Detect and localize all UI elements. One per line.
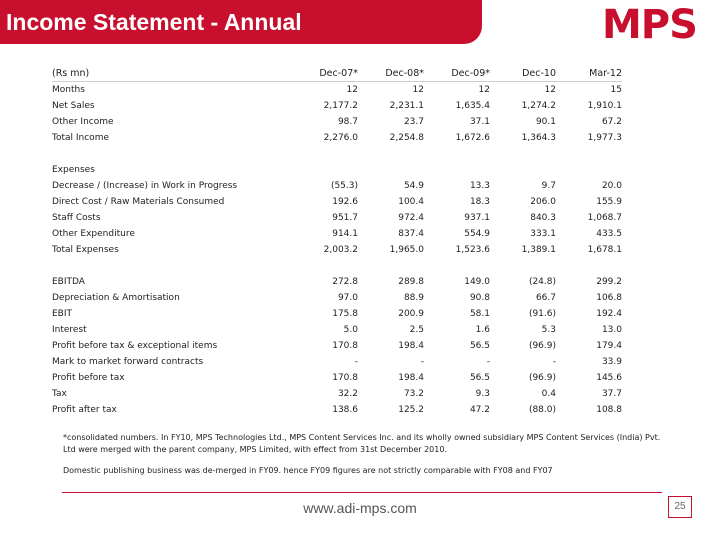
cell-value: 1,523.6	[455, 245, 490, 255]
row-label: Other Income	[52, 117, 114, 127]
cell-value: 972.4	[398, 213, 424, 223]
cell-value	[358, 162, 424, 178]
cell-value: 333.1	[530, 229, 556, 239]
row-label	[52, 258, 292, 274]
page-title: Income Statement - Annual	[6, 9, 302, 35]
cell-value: -	[420, 357, 424, 367]
cell-value: 125.2	[398, 405, 424, 415]
cell-value: 100.4	[398, 197, 424, 207]
cell-value: 198.4	[398, 341, 424, 351]
table-row	[52, 370, 622, 386]
cell-value	[358, 146, 424, 162]
cell-value: 200.9	[398, 309, 424, 319]
cell-value: 272.8	[332, 277, 358, 287]
row-label: Mark to market forward contracts	[52, 357, 204, 367]
cell-value	[556, 146, 622, 162]
unit-label: (Rs mn)	[52, 65, 292, 82]
table-row	[52, 338, 622, 354]
cell-value	[292, 146, 358, 162]
cell-value: 12	[544, 85, 556, 95]
cell-value: 1,389.1	[521, 245, 556, 255]
row-label: Profit after tax	[52, 405, 117, 415]
mps-logo: MPS	[602, 2, 697, 48]
cell-value: 2,254.8	[389, 133, 424, 143]
cell-value: 9.3	[475, 389, 490, 399]
cell-value	[556, 258, 622, 274]
footnotes	[63, 432, 663, 477]
cell-value: 433.5	[596, 229, 622, 239]
cell-value	[556, 162, 622, 178]
cell-value: 90.8	[469, 293, 490, 303]
row-label: Total Income	[52, 133, 109, 143]
cell-value: 554.9	[464, 229, 490, 239]
cell-value: 66.7	[535, 293, 556, 303]
cell-value: 1,274.2	[521, 101, 556, 111]
cell-value: 13.3	[469, 181, 490, 191]
website-url: www.adi-mps.com	[303, 500, 417, 516]
cell-value: 12	[346, 85, 358, 95]
cell-value: 106.8	[596, 293, 622, 303]
cell-value: 1,910.1	[587, 101, 622, 111]
cell-value: 18.3	[469, 197, 490, 207]
row-label: Decrease / (Increase) in Work in Progress	[52, 181, 238, 191]
cell-value: 2,003.2	[323, 245, 358, 255]
row-label: Profit before tax & exceptional items	[52, 341, 218, 351]
cell-value: 192.4	[596, 309, 622, 319]
cell-value: 1,364.3	[521, 133, 556, 143]
column-header: Dec-10	[490, 65, 556, 82]
row-label: Interest	[52, 325, 87, 335]
row-label: Net Sales	[52, 101, 95, 111]
table-row	[52, 242, 622, 258]
cell-value: 54.9	[403, 181, 424, 191]
cell-value: 837.4	[398, 229, 424, 239]
cell-value: 175.8	[332, 309, 358, 319]
row-label	[52, 146, 292, 162]
cell-value: 145.6	[596, 373, 622, 383]
row-label: Other Expenditure	[52, 229, 135, 239]
table-row	[52, 274, 622, 290]
cell-value: 33.9	[601, 357, 622, 367]
table-header-row	[52, 65, 622, 82]
table-row	[52, 386, 622, 402]
cell-value: 58.1	[469, 309, 490, 319]
table-row	[52, 98, 622, 114]
cell-value: 9.7	[541, 181, 556, 191]
row-label: Expenses	[52, 165, 95, 175]
cell-value: 149.0	[464, 277, 490, 287]
table-row	[52, 226, 622, 242]
cell-value: 56.5	[469, 373, 490, 383]
cell-value: -	[354, 357, 358, 367]
cell-value: -	[552, 357, 556, 367]
row-label: Profit before tax	[52, 373, 125, 383]
page-number: 25	[668, 496, 692, 518]
cell-value: 840.3	[530, 213, 556, 223]
cell-value: 32.2	[337, 389, 358, 399]
cell-value	[490, 162, 556, 178]
cell-value: 1.6	[475, 325, 490, 335]
row-label: Staff Costs	[52, 213, 101, 223]
cell-value: 37.7	[601, 389, 622, 399]
cell-value: 5.3	[541, 325, 556, 335]
cell-value: 12	[478, 85, 490, 95]
cell-value: 289.8	[398, 277, 424, 287]
cell-value	[490, 258, 556, 274]
cell-value: 15	[610, 85, 622, 95]
cell-value: 12	[412, 85, 424, 95]
table-row	[52, 194, 622, 210]
column-header: Dec-08*	[358, 65, 424, 82]
column-header: Dec-07*	[292, 65, 358, 82]
cell-value: 108.8	[596, 405, 622, 415]
cell-value: 2.5	[409, 325, 424, 335]
table-row	[52, 354, 622, 370]
cell-value: 1,965.0	[389, 245, 424, 255]
cell-value: 47.2	[469, 405, 490, 415]
row-label: EBIT	[52, 309, 73, 319]
cell-value: 1,678.1	[587, 245, 622, 255]
income-statement-table	[52, 65, 622, 418]
cell-value: 73.2	[403, 389, 424, 399]
cell-value: 37.1	[469, 117, 490, 127]
cell-value: 13.0	[601, 325, 622, 335]
cell-value: 5.0	[343, 325, 358, 335]
cell-value: 97.0	[337, 293, 358, 303]
cell-value: 56.5	[469, 341, 490, 351]
cell-value: 90.1	[535, 117, 556, 127]
cell-value: 155.9	[596, 197, 622, 207]
cell-value: 937.1	[464, 213, 490, 223]
row-label: Depreciation & Amortisation	[52, 293, 180, 303]
footnote-consolidated: *consolidated numbers. In FY10, MPS Technologies Ltd., MPS Content Services Inc. and its wholly owned subsidiary MPS Content Services (India) Pvt. Ltd were merged with the parent company, MPS Limited, with effect from 31st December 2010.	[63, 433, 661, 454]
cell-value: (55.3)	[330, 181, 358, 191]
cell-value: 179.4	[596, 341, 622, 351]
cell-value: 67.2	[601, 117, 622, 127]
cell-value: 138.6	[332, 405, 358, 415]
cell-value: 0.4	[541, 389, 556, 399]
cell-value: 1,977.3	[587, 133, 622, 143]
cell-value: -	[486, 357, 490, 367]
title-bar	[0, 0, 482, 44]
section-header-row	[52, 162, 622, 178]
cell-value	[292, 258, 358, 274]
cell-value: 2,276.0	[323, 133, 358, 143]
table-row	[52, 82, 622, 99]
cell-value: 206.0	[530, 197, 556, 207]
table-row	[52, 130, 622, 146]
cell-value: 2,177.2	[323, 101, 358, 111]
cell-value: 192.6	[332, 197, 358, 207]
cell-value: 299.2	[596, 277, 622, 287]
cell-value	[424, 258, 490, 274]
cell-value: 951.7	[332, 213, 358, 223]
column-header: Dec-09*	[424, 65, 490, 82]
cell-value: (88.0)	[528, 405, 556, 415]
cell-value: 23.7	[403, 117, 424, 127]
table-row	[52, 306, 622, 322]
cell-value	[292, 162, 358, 178]
cell-value: 98.7	[337, 117, 358, 127]
row-label: Tax	[52, 389, 67, 399]
cell-value	[358, 258, 424, 274]
cell-value: 2,231.1	[389, 101, 424, 111]
cell-value: (91.6)	[528, 309, 556, 319]
row-label: Months	[52, 85, 85, 95]
column-header: Mar-12	[556, 65, 622, 82]
cell-value: (24.8)	[528, 277, 556, 287]
spacer-row	[52, 146, 622, 162]
cell-value: 88.9	[403, 293, 424, 303]
cell-value	[424, 146, 490, 162]
cell-value: (96.9)	[528, 341, 556, 351]
table-row	[52, 402, 622, 418]
row-label: EBITDA	[52, 277, 85, 287]
cell-value	[490, 146, 556, 162]
cell-value: 198.4	[398, 373, 424, 383]
table-row	[52, 322, 622, 338]
footnote-demerger: Domestic publishing business was de-merged in FY09. hence FY09 figures are not strictly comparable with FY08 and FY07	[63, 466, 553, 475]
cell-value: 1,635.4	[455, 101, 490, 111]
footer-divider	[62, 492, 662, 493]
cell-value: 1,068.7	[587, 213, 622, 223]
table-row	[52, 210, 622, 226]
cell-value: 170.8	[332, 373, 358, 383]
cell-value: 914.1	[332, 229, 358, 239]
cell-value: 1,672.6	[455, 133, 490, 143]
cell-value	[424, 162, 490, 178]
row-label: Total Expenses	[52, 245, 119, 255]
cell-value: 170.8	[332, 341, 358, 351]
cell-value: (96.9)	[528, 373, 556, 383]
cell-value: 20.0	[601, 181, 622, 191]
spacer-row	[52, 258, 622, 274]
table-row	[52, 114, 622, 130]
table-row	[52, 290, 622, 306]
row-label: Direct Cost / Raw Materials Consumed	[52, 197, 225, 207]
table-row	[52, 178, 622, 194]
